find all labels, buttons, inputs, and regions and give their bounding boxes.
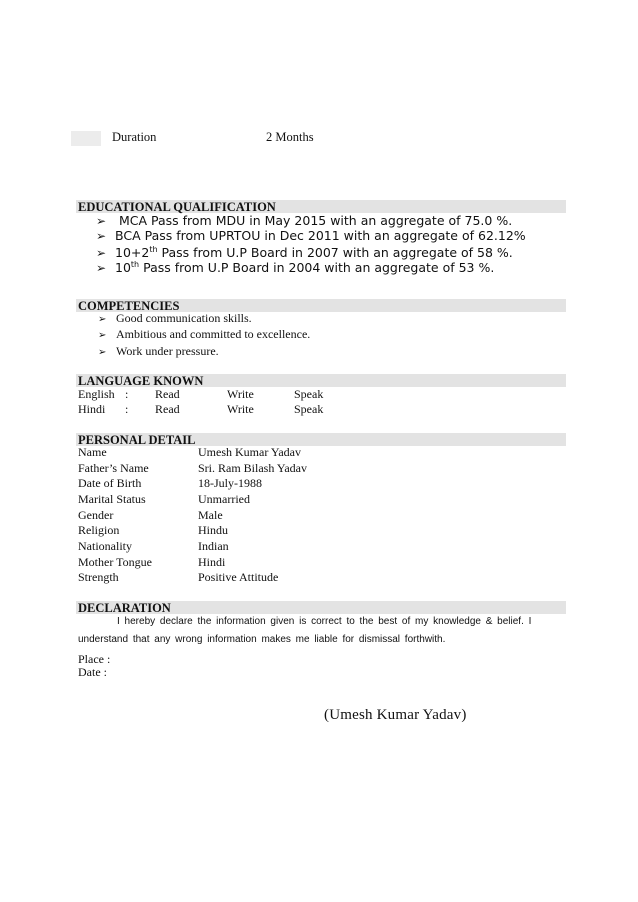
personal-value: Umesh Kumar Yadav: [198, 445, 301, 459]
competencies-heading: COMPETENCIES: [78, 299, 180, 313]
personal-label: Marital Status: [78, 492, 146, 506]
place-label: Place :: [78, 652, 111, 666]
language-heading: LANGUAGE KNOWN: [78, 374, 204, 388]
competency-item: ➢ Ambitious and committed to excellence.: [98, 327, 311, 341]
arrow-bullet-icon: ➢: [98, 347, 107, 358]
language-separator: :: [125, 402, 129, 416]
personal-label: Name: [78, 445, 107, 459]
language-separator: :: [125, 387, 129, 401]
personal-heading: PERSONAL DETAIL: [78, 433, 196, 447]
personal-value: Indian: [198, 539, 229, 553]
language-read: Read: [155, 387, 180, 401]
education-item: ➢ 10+2th Pass from U.P Board in 2007 with an aggregate of 58 %.: [96, 245, 513, 261]
personal-value: Sri. Ram Bilash Yadav: [198, 461, 308, 475]
personal-label: Strength: [78, 570, 119, 584]
personal-label: Father’s Name: [78, 461, 149, 475]
competency-item: ➢ Good communication skills.: [98, 311, 252, 325]
language-speak: Speak: [294, 402, 324, 416]
personal-label: Religion: [78, 523, 120, 537]
personal-label: Mother Tongue: [78, 555, 152, 569]
duration-label: Duration: [112, 130, 157, 144]
arrow-bullet-icon: ➢: [96, 214, 107, 228]
education-heading: EDUCATIONAL QUALIFICATION: [78, 200, 276, 214]
personal-value: Unmarried: [198, 492, 250, 506]
personal-value: Hindi: [198, 555, 226, 569]
language-write: Write: [227, 402, 254, 416]
personal-value: Positive Attitude: [198, 570, 279, 584]
competency-item: ➢ Work under pressure.: [98, 344, 219, 358]
personal-value: 18-July-1988: [198, 476, 262, 490]
personal-value: Male: [198, 508, 223, 522]
date-label: Date :: [78, 665, 107, 679]
personal-value: Hindu: [198, 523, 228, 537]
education-item: ➢ MCA Pass from MDU in May 2015 with an aggregate of 75.0 %.: [96, 213, 513, 228]
personal-label: Nationality: [78, 539, 132, 553]
duration-value: 2 Months: [266, 130, 314, 144]
declaration-heading: DECLARATION: [78, 601, 171, 615]
language-read: Read: [155, 402, 180, 416]
education-item: ➢ 10th Pass from U.P Board in 2004 with an aggregate of 53 %.: [96, 260, 495, 276]
personal-label: Gender: [78, 508, 114, 522]
arrow-bullet-icon: ➢: [96, 229, 107, 243]
language-write: Write: [227, 387, 254, 401]
language-name: English: [78, 387, 115, 401]
top-grey-box: [71, 131, 101, 146]
declaration-text-line1: I hereby declare the information given is correct to the best of my knowledge & belief. I: [117, 616, 532, 627]
arrow-bullet-icon: ➢: [96, 261, 107, 276]
arrow-bullet-icon: ➢: [96, 246, 107, 261]
signature-name: (Umesh Kumar Yadav): [324, 707, 467, 723]
arrow-bullet-icon: ➢: [98, 330, 107, 341]
education-item: ➢ BCA Pass from UPRTOU in Dec 2011 with an aggregate of 62.12%: [96, 228, 526, 243]
arrow-bullet-icon: ➢: [98, 314, 107, 325]
personal-label: Date of Birth: [78, 476, 142, 490]
declaration-text-line2: understand that any wrong information makes me liable for dismissal forthwith.: [78, 634, 446, 645]
language-name: Hindi: [78, 402, 106, 416]
language-speak: Speak: [294, 387, 324, 401]
